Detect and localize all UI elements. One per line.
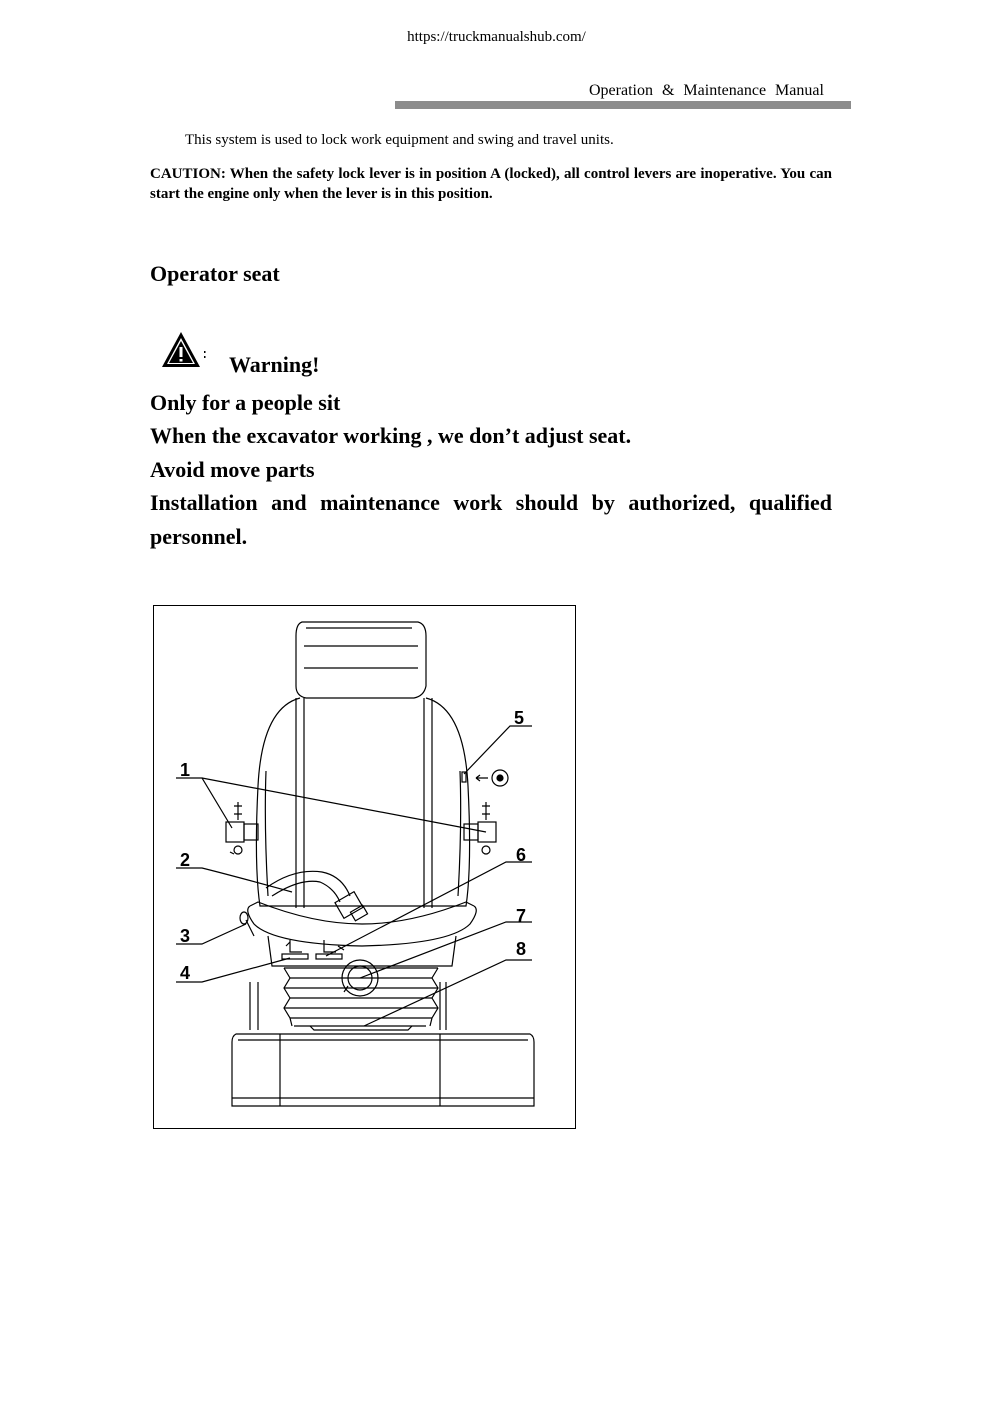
caution-paragraph bbox=[150, 164, 832, 204]
callout-3: 3 bbox=[180, 926, 191, 946]
warning-line: Avoid move parts bbox=[150, 456, 315, 482]
warning-lines bbox=[150, 386, 832, 553]
caution-text: : When the safety lock lever is in position A (locked), all control levers are inoperative. You can start the engine only when the lever is in this position. bbox=[150, 166, 832, 202]
operator-seat-drawing bbox=[154, 606, 577, 1130]
warning-line: When the excavator working , we don’t adjust seat. bbox=[150, 423, 632, 449]
callout-5: 5 bbox=[514, 708, 525, 728]
header-title: Operation & Maintenance Manual bbox=[589, 82, 824, 99]
callout-4: 4 bbox=[180, 963, 191, 983]
warning-triangle-icon bbox=[160, 331, 208, 371]
callout-6: 6 bbox=[516, 845, 527, 865]
operator-seat-figure bbox=[153, 605, 576, 1129]
warning-line: Only for a people sit bbox=[150, 390, 341, 415]
warning-line: Installation and maintenance work should by authorized, qualified bbox=[150, 490, 832, 516]
source-url: https://truckmanualshub.com/ bbox=[407, 29, 586, 45]
section-title: Operator seat bbox=[150, 261, 280, 286]
callout-7: 7 bbox=[516, 906, 527, 926]
warning-title: Warning! bbox=[229, 352, 320, 377]
warning-line: personnel. bbox=[150, 523, 248, 549]
callout-2: 2 bbox=[180, 850, 191, 870]
intro-text: This system is used to lock work equipment and swing and travel units. bbox=[185, 132, 614, 148]
callout-1: 1 bbox=[180, 760, 191, 780]
caution-label: CAUTION bbox=[150, 166, 221, 182]
callout-8: 8 bbox=[516, 939, 527, 959]
header-rule bbox=[395, 101, 851, 109]
